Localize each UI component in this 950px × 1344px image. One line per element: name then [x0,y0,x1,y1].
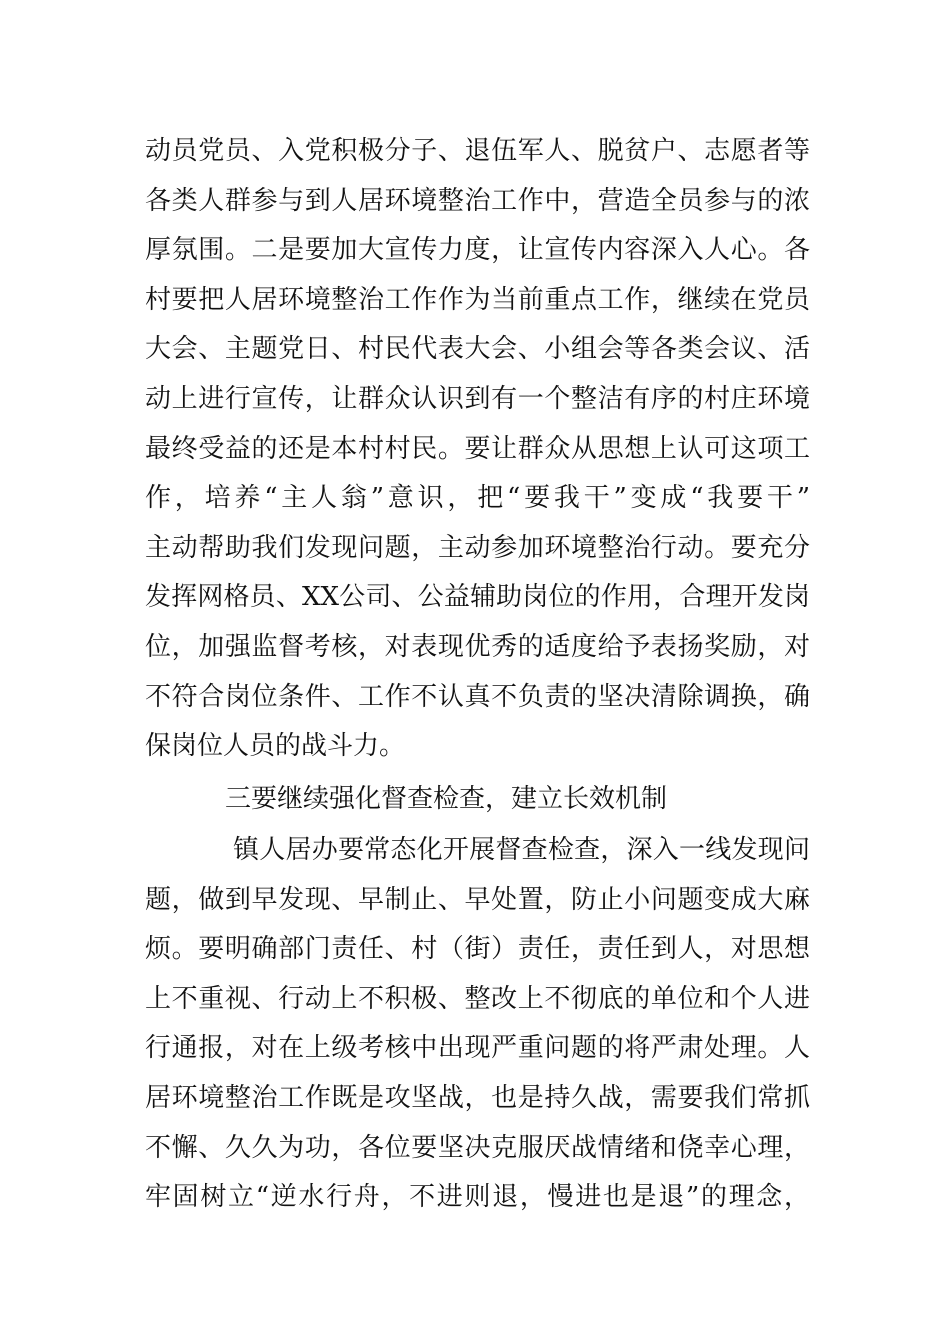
paragraph-line: 主动帮助我们发现问题，主动参加环境整治行动。要充分 [145,532,810,563]
paragraph-line: 不懈、久久为功，各位要坚决克服厌战情绪和侥幸心理， [145,1132,810,1163]
paragraph-line: 上不重视、行动上不积极、整改上不彻底的单位和个人进 [145,983,810,1014]
section-heading: 三要继续强化督查检查，建立长效机制 [225,784,668,814]
paragraph-line: 动员党员、入党积极分子、退伍军人、脱贫户、志愿者等 [145,136,810,166]
paragraph-line: 大会、主题党日、村民代表大会、小组会等各类会议、活 [145,334,810,365]
paragraph-line: 题，做到早发现、早制止、早处置，防止小问题变成大麻 [145,884,810,915]
paragraph-line: 动上进行宣传，让群众认识到有一个整洁有序的村庄环境 [145,383,810,414]
paragraph-line: 发挥网格员、XX公司、公益辅助岗位的作用，合理开发岗 [145,582,810,613]
paragraph-line: 作，培养“主人翁”意识，把“要我干”变成“我要干” [145,483,810,514]
paragraph-2 [145,826,810,1223]
paragraph-line: 厚氛围。二是要加大宣传力度，让宣传内容深入人心。各 [145,235,810,266]
paragraph-line: 牢固树立“逆水行舟，不进则退，慢进也是退”的理念， [145,1182,810,1213]
paragraph-1 [145,127,810,772]
paragraph-line: 行通报，对在上级考核中出现严重问题的将严肃处理。人 [145,1033,810,1064]
paragraph-line: 村要把人居环境整治工作作为当前重点工作，继续在党员 [145,284,810,315]
paragraph-line: 居环境整治工作既是攻坚战，也是持久战，需要我们常抓 [145,1082,810,1113]
paragraph-line: 最终受益的还是本村村民。要让群众从思想上认可这项工 [145,433,810,464]
paragraph-line: 各类人群参与到人居环境整治工作中，营造全员参与的浓 [145,185,810,216]
paragraph-line: 不符合岗位条件、工作不认真不负责的坚决清除调换，确 [145,681,810,712]
paragraph-line: 保岗位人员的战斗力。 [145,731,406,762]
paragraph-line: 镇人居办要常态化开展督查检查，深入一线发现问 [233,835,810,865]
paragraph-line: 位，加强监督考核，对表现优秀的适度给予表扬奖励，对 [145,631,810,662]
paragraph-line: 烦。要明确部门责任、村（街）责任，责任到人，对思想 [145,934,810,965]
